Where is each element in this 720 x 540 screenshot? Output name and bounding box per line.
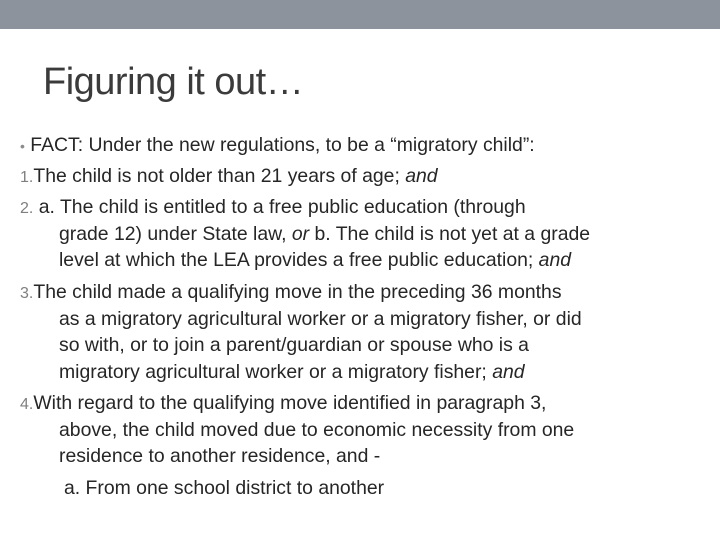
fact-line	[20, 133, 535, 158]
top-accent-bar	[0, 0, 720, 29]
item-2-line-2	[59, 222, 590, 246]
item-3-line-3	[59, 333, 529, 357]
item-3-line-1	[20, 280, 562, 306]
item-3-text-1: The child made a qualifying move in the preceding 36 months	[33, 281, 562, 303]
item-4-number: 4.	[20, 396, 34, 413]
item-2-text-2b: b. The child is not yet at a grade	[309, 223, 591, 245]
item-4-line-3	[59, 444, 380, 468]
item-2-text-1: a. The child is entitled to a free public education (through	[38, 196, 526, 218]
item-3-text-2: as a migratory agricultural worker or a migratory fisher, or did	[59, 308, 582, 330]
item-3-number: 3.	[20, 285, 34, 302]
item-3-text-4: migratory agricultural worker or a migratory fisher;	[59, 361, 493, 383]
item-2-line-1	[20, 195, 526, 221]
item-2-or: or	[291, 223, 310, 245]
item-2-number: 2.	[20, 200, 34, 217]
item-4-sub-a	[64, 476, 384, 500]
item-1-text: The child is not older than 21 years of age;	[33, 165, 406, 187]
item-3-emphasis: and	[492, 361, 525, 383]
item-1-emphasis: and	[405, 165, 438, 187]
item-1-number: 1.	[20, 169, 34, 186]
item-3-line-2	[59, 307, 582, 331]
item-4-text-2: above, the child moved due to economic necessity from one	[59, 419, 575, 441]
item-1	[20, 164, 438, 190]
item-4-line-1	[20, 391, 546, 417]
fact-text: FACT: Under the new regulations, to be a “migratory child”:	[30, 134, 535, 156]
item-3-text-3: so with, or to join a parent/guardian or spouse who is a	[59, 334, 529, 356]
item-2-emphasis: and	[538, 249, 572, 271]
item-4-text-3: residence to another residence, and -	[59, 445, 381, 467]
item-2-text-2a: grade 12) under State law,	[59, 223, 292, 245]
item-4-line-2	[59, 418, 574, 442]
item-2-line-3	[59, 248, 571, 272]
item-4-text-1: With regard to the qualifying move identified in paragraph 3,	[33, 392, 547, 414]
item-3-line-4	[59, 360, 525, 384]
slide-title: Figuring it out…	[43, 61, 304, 103]
item-2-text-3: level at which the LEA provides a free public education;	[59, 249, 539, 271]
bullet-icon: •	[20, 138, 25, 154]
item-4-sub-a-text: a. From one school district to another	[64, 477, 385, 499]
